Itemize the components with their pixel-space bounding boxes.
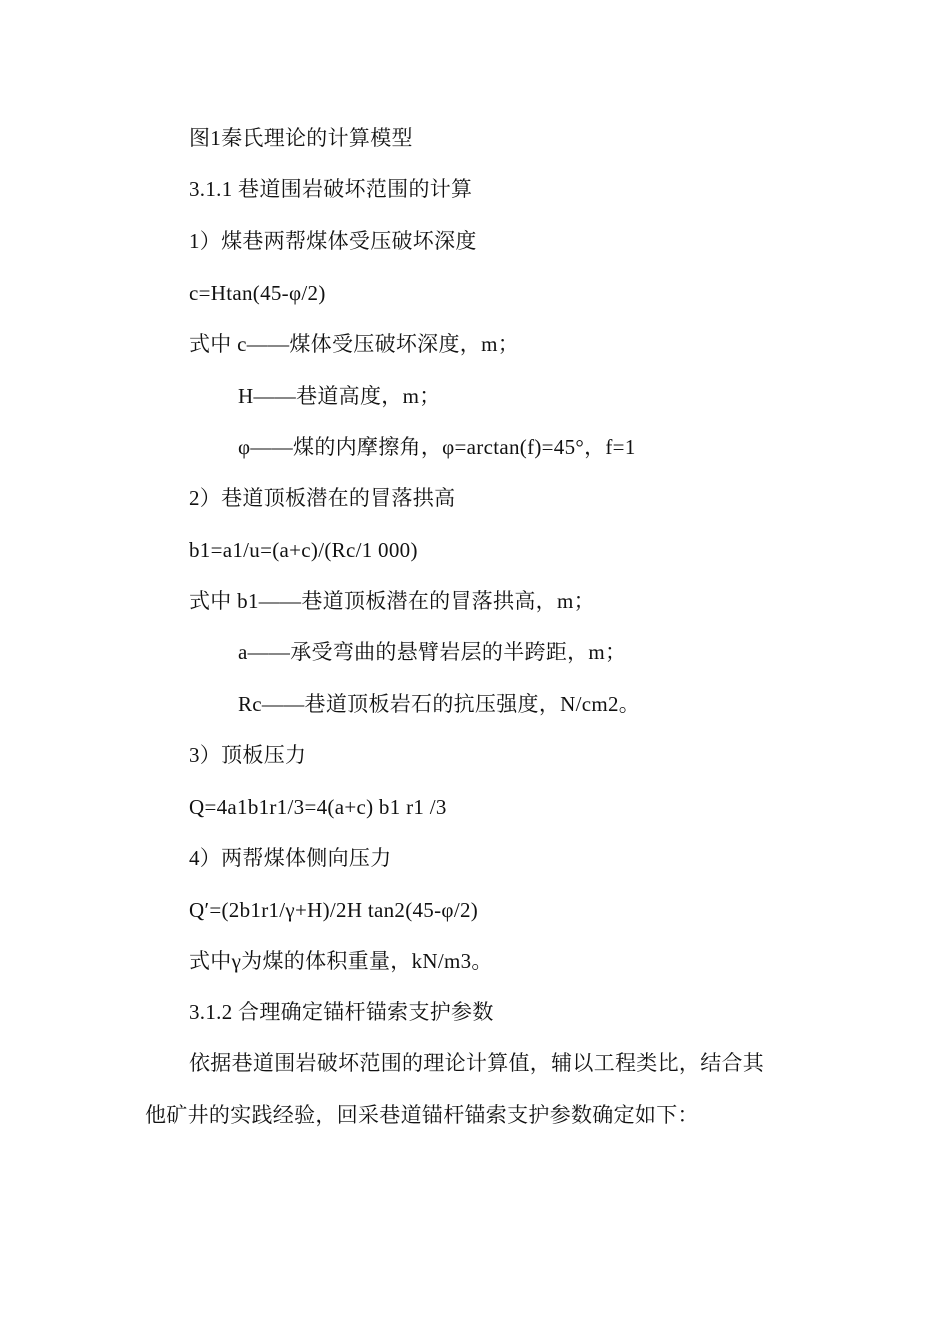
formula-note: φ——煤的内摩擦角，φ=arctan(f)=45°，f=1 [238, 435, 636, 459]
list-item: 1）煤巷两帮煤体受压破坏深度 [189, 229, 477, 253]
paragraph-line: 依据巷道围岩破坏范围的理论计算值，辅以工程类比，结合其 [189, 1051, 765, 1075]
formula: b1=a1/u=(a+c)/(Rc/1 000) [189, 538, 418, 562]
formula-note: 式中 c——煤体受压破坏深度，m； [189, 332, 520, 356]
figure-caption: 图1秦氏理论的计算模型 [189, 126, 413, 150]
section-heading: 3.1.2 合理确定锚杆锚索支护参数 [189, 1000, 494, 1024]
formula-note: Rc——巷道顶板岩石的抗压强度，N/cm2。 [238, 692, 641, 716]
formula-note: H——巷道高度，m； [238, 384, 441, 408]
formula-note: 式中 b1——巷道顶板潜在的冒落拱高，m； [189, 589, 595, 613]
formula-note: a——承受弯曲的悬臂岩层的半跨距，m； [238, 640, 627, 664]
list-item: 3）顶板压力 [189, 743, 307, 767]
paragraph-line: 他矿井的实践经验，回采巷道锚杆锚索支护参数确定如下： [145, 1103, 699, 1127]
formula: Q=4a1b1r1/3=4(a+c) b1 r1 /3 [189, 795, 447, 819]
list-item: 2）巷道顶板潜在的冒落拱高 [189, 486, 456, 510]
formula: c=Htan(45-φ/2) [189, 281, 326, 305]
formula-note: 式中γ为煤的体积重量，kN/m3。 [189, 949, 493, 973]
section-heading: 3.1.1 巷道围岩破坏范围的计算 [189, 177, 473, 201]
formula: Q′=(2b1r1/γ+H)/2H tan2(45-φ/2) [189, 898, 479, 922]
list-item: 4）两帮煤体侧向压力 [189, 846, 392, 870]
